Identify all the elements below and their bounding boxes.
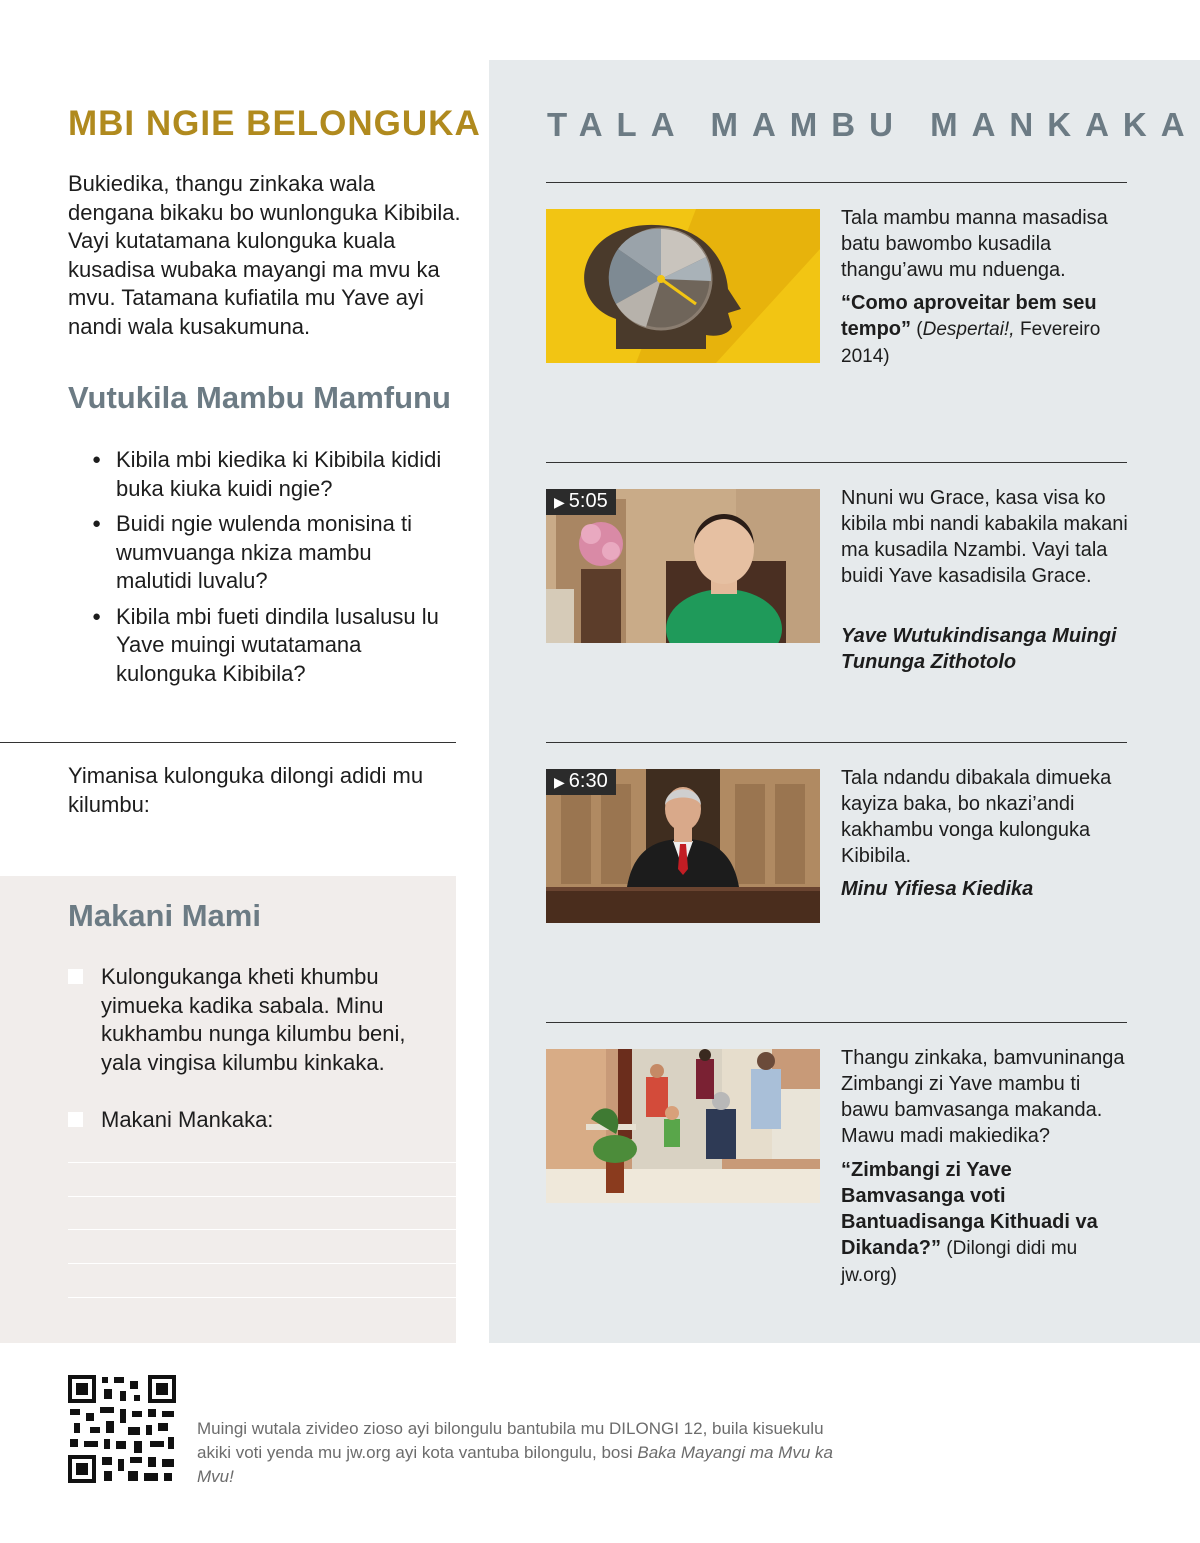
video-duration: ▶ 6:30 xyxy=(546,769,616,795)
article-description: Tala mambu manna masadisa batu bawombo kusadila thangu’awu mu nduenga. xyxy=(841,207,1108,281)
article-description: Thangu zinkaka, bamvuninanga Zimbangi zi Yave mambu ti bawu bamvasanga makanda. Mawu madi makiedika? xyxy=(841,1047,1125,1147)
checkbox-icon[interactable] xyxy=(68,969,83,984)
write-line[interactable] xyxy=(68,1162,456,1163)
video-description: Tala ndandu dibakala dimueka kayiza baka, bo nkazi’andi kakhambu vonga kulonguka Kibibila. xyxy=(841,767,1112,867)
video-description: Nnuni wu Grace, kasa visa ko kibila mbi nandi kabakila makani ma kusadila Nzambi. Vayi tala buidi Yave kasadisila Grace. xyxy=(841,487,1128,587)
goals-heading: Makani Mami xyxy=(68,898,261,933)
divider xyxy=(546,182,1127,183)
more-heading: TALA MAMBU MANKAKA xyxy=(547,106,1199,143)
completion-date-prompt: Yimanisa kulonguka dilongi adidi mu kilumbu: xyxy=(68,763,424,817)
divider xyxy=(0,742,456,743)
review-question: ● Kibila mbi fueti dindila lusalusu lu Yave muingi wutatamana kulonguka Kibibila? xyxy=(92,603,452,689)
qr-code[interactable] xyxy=(68,1375,176,1483)
write-line[interactable] xyxy=(68,1229,456,1230)
review-question: ● Kibila mbi kiedika ki Kibibila kididi buka kiuka kuidi ngie? xyxy=(92,446,452,503)
article-thumbnail-family[interactable] xyxy=(546,1049,820,1203)
review-question: ● Buidi ngie wulenda monisina ti wumvuanga nkiza mambu malutidi luvalu? xyxy=(92,510,452,596)
goal-item-other: Makani Mankaka: xyxy=(101,1107,274,1132)
video-thumbnail-truth[interactable] xyxy=(546,769,820,923)
review-heading: Vutukila Mambu Mamfunu xyxy=(68,380,451,415)
checkbox-icon[interactable] xyxy=(68,1112,83,1127)
article-link[interactable]: “Zimbangi zi Yave Bamvasanga voti Bantuadisanga Kithuadi va Dikanda?” (Dilongi didi mu jw.org) xyxy=(841,1159,1098,1286)
intro-paragraph: Bukiedika, thangu zinkaka wala dengana bikaku bo wunlonguka Kibibila. Vayi kutatamana kulonguka kuala kusadisa wubaka mayangi ma mvu ka mvu. Tatamana kufiatila mu Yave ayi nandi wala kusakumuna. xyxy=(68,171,461,339)
video-thumbnail-grace[interactable] xyxy=(546,489,820,643)
video-link[interactable]: Minu Yifiesa Kiedika xyxy=(841,878,1034,900)
article-thumbnail-time[interactable] xyxy=(546,209,820,363)
footer-note: Muingi wutala zivideo zioso ayi bilongulu bantubila mu DILONGI 12, buila kisuekulu akiki voti yenda mu jw.org ayi kota vantuba bilongulu, bosi Baka Mayangi ma Mvu ka Mvu! xyxy=(197,1419,833,1486)
divider xyxy=(546,742,1127,743)
write-line[interactable] xyxy=(68,1196,456,1197)
divider xyxy=(546,462,1127,463)
divider xyxy=(546,1022,1127,1023)
review-questions xyxy=(92,446,452,695)
video-link[interactable]: Yave Wutukindisanga Muingi Tununga Zithotolo xyxy=(841,625,1117,673)
goal-item-weekly: Kulongukanga kheti khumbu yimueka kadika sabala. Minu kukhambu nunga kilumbu beni, yala vingisa kilumbu kinkaka. xyxy=(101,964,406,1075)
video-duration: ▶ 5:05 xyxy=(546,489,616,515)
play-icon: ▶ xyxy=(554,494,565,510)
article-link[interactable]: “Como aproveitar bem seu tempo” (Despertai!, Fevereiro 2014) xyxy=(841,292,1101,367)
write-line[interactable] xyxy=(68,1263,456,1264)
play-icon: ▶ xyxy=(554,774,565,790)
write-line[interactable] xyxy=(68,1297,456,1298)
page-heading: MBI NGIE BELONGUKA xyxy=(68,104,481,143)
